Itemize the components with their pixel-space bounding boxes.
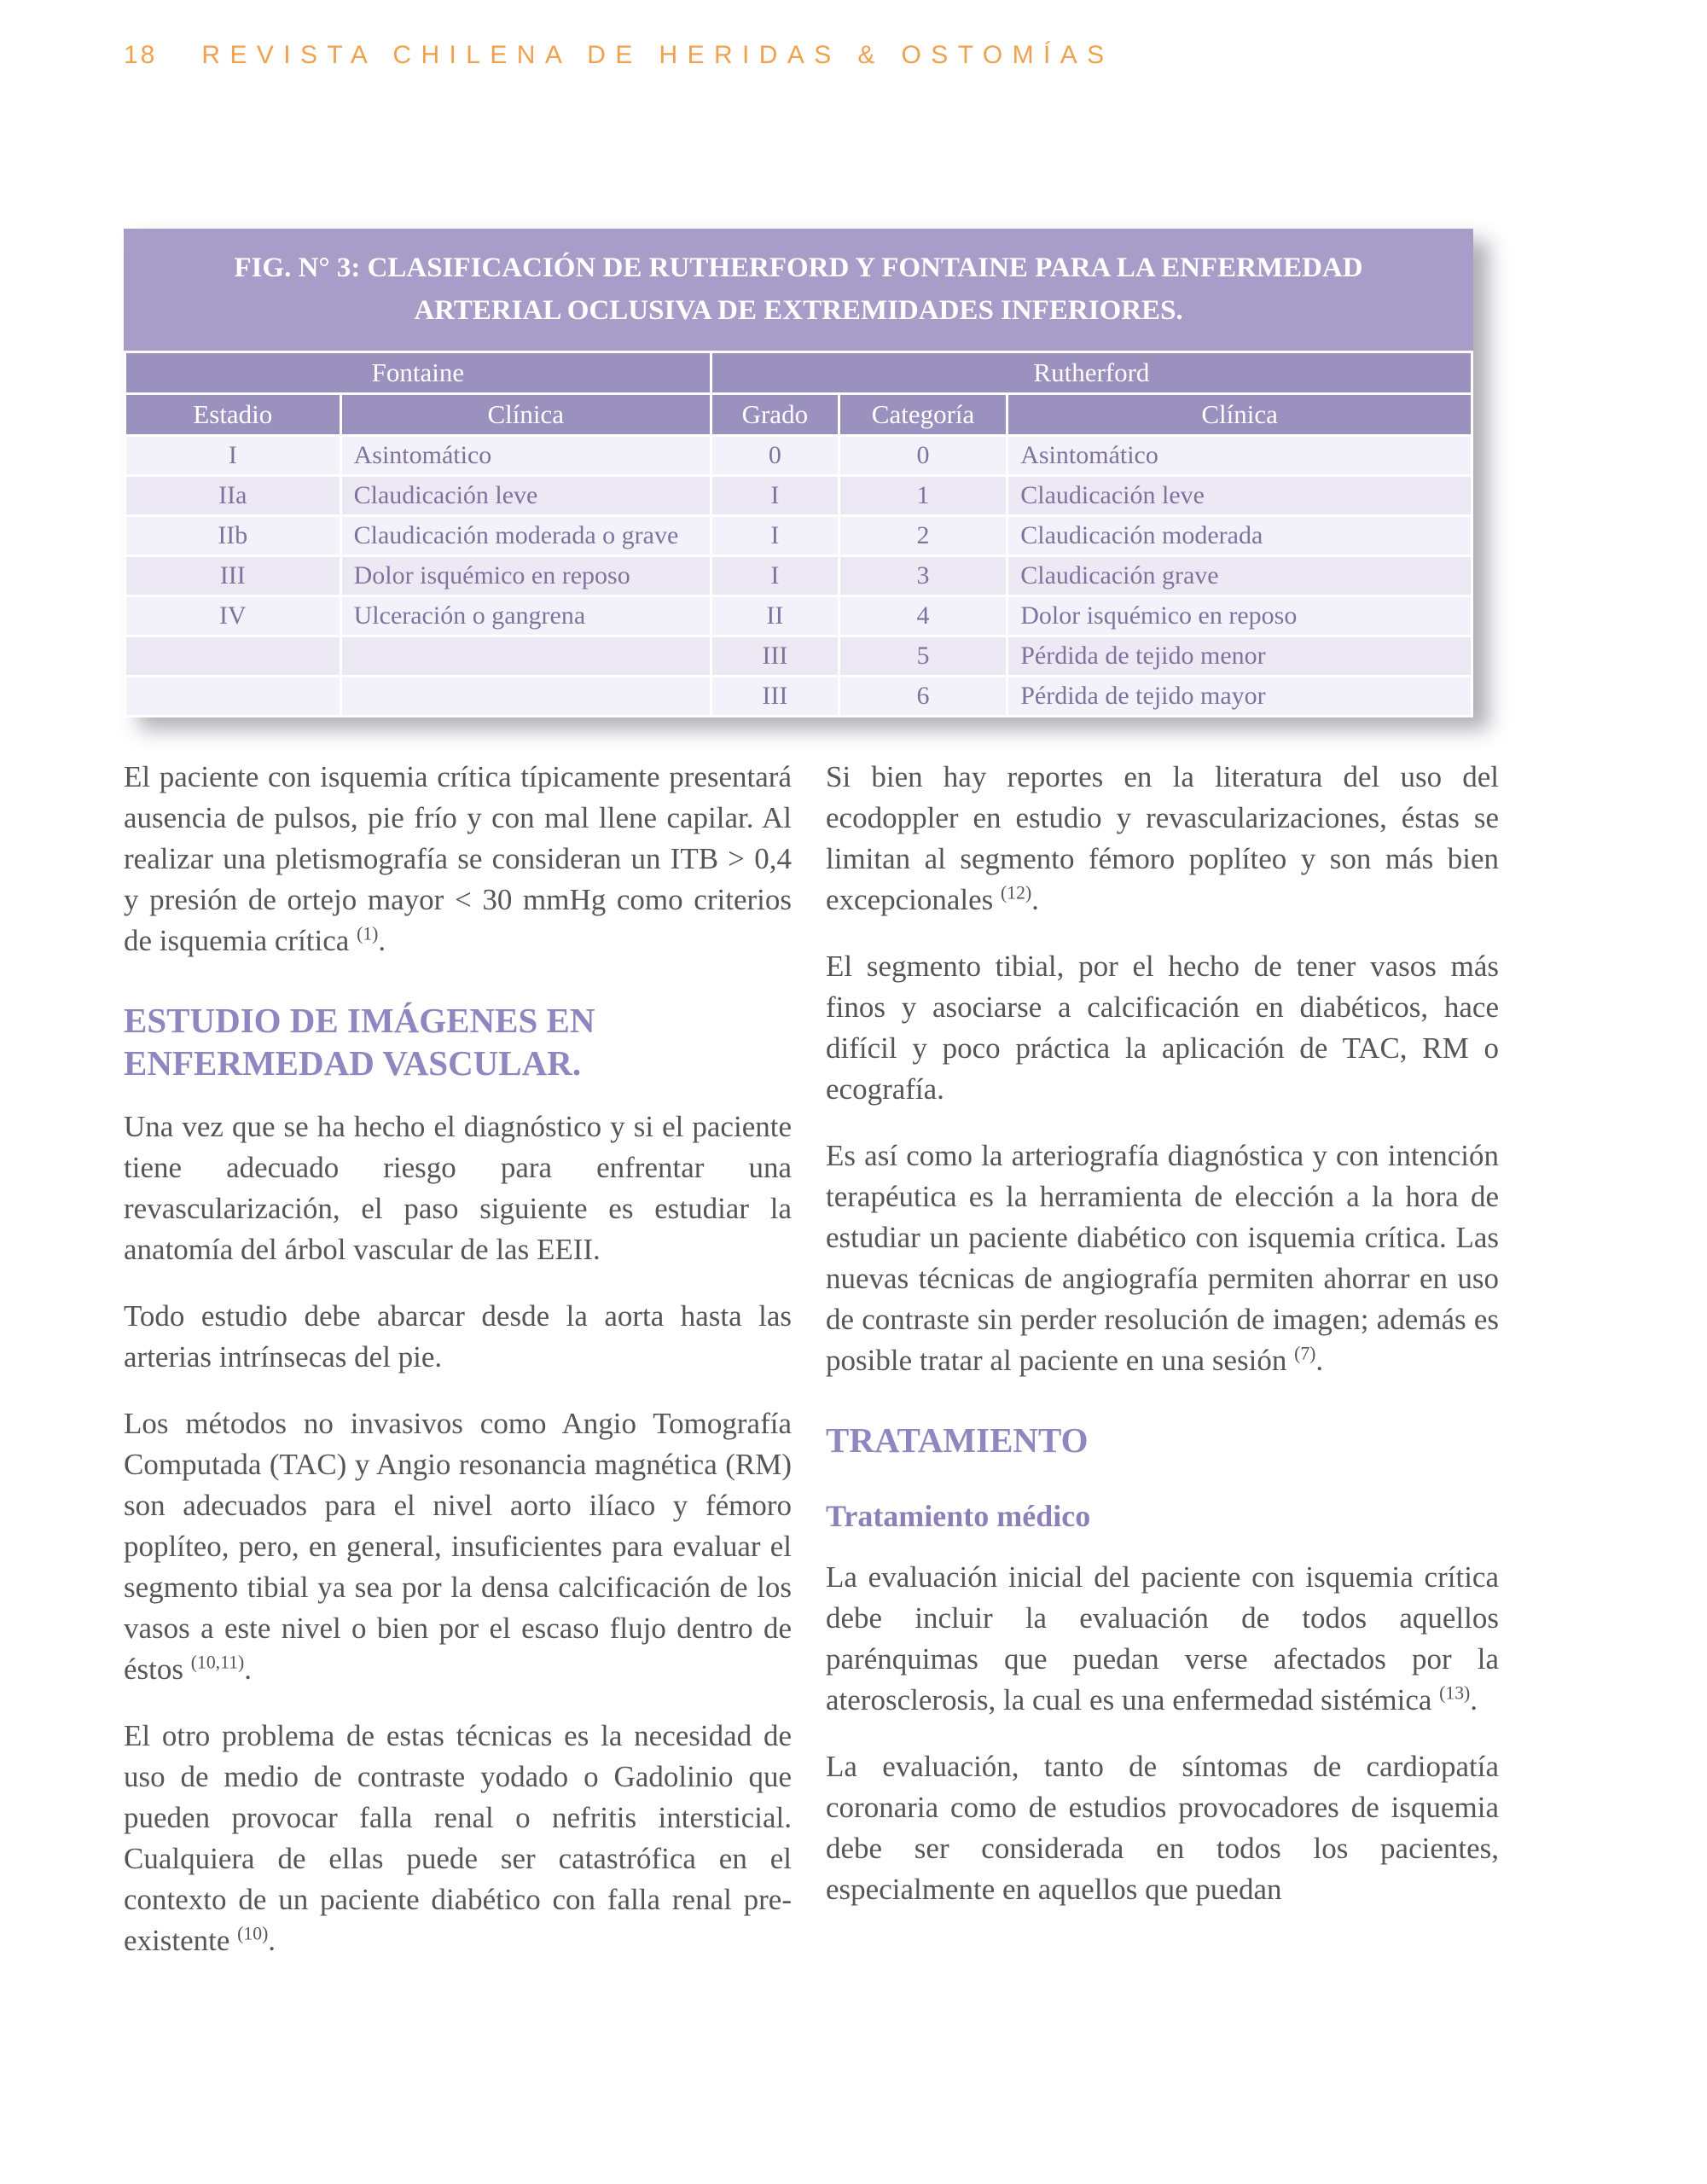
- table-column-header: Estadio: [125, 394, 341, 436]
- table-cell: Pérdida de tejido menor: [1007, 636, 1472, 677]
- table-cell: Claudicación moderada o grave: [340, 516, 711, 556]
- table-cell: Dolor isquémico en reposo: [1007, 596, 1472, 636]
- paragraph: El paciente con isquemia crítica típicamente presentará ausencia de pulsos, pie frío y con mal llene capilar. Al realizar una pletismografía se consideran un ITB > 0,4 y presión de ortejo mayor < 30 mmHg como criterios de isquemia crítica $^{(1)}$.: [124, 760, 792, 957]
- sub-heading: Tratamiento médico: [826, 1499, 1091, 1534]
- reference-superscript: (13): [1439, 1682, 1471, 1704]
- table-column-header: Clínica: [1007, 394, 1472, 436]
- paragraph: Todo estudio debe abarcar desde la aorta hasta las arterias intrínsecas del pie.: [124, 1299, 792, 1374]
- right-column: [826, 757, 1499, 1936]
- table-row: [125, 677, 1472, 717]
- table-row: [125, 476, 1472, 516]
- table-column-row: [125, 394, 1472, 436]
- table-cell: 0: [711, 436, 839, 476]
- table-cell: [125, 636, 341, 677]
- paragraph: El otro problema de estas técnicas es la necesidad de uso de medio de contraste yodado o Gadolinio que pueden provocar falla renal o nefritis intersticial. Cualquiera de ellas puede ser catastrófica en el contexto de un paciente diabético con falla renal pre-existente $^{(10)}$.: [124, 1719, 792, 1958]
- reference-superscript: (12): [1001, 882, 1032, 903]
- table-cell: [125, 677, 341, 717]
- table-row: [125, 436, 1472, 476]
- table-group-header: Fontaine: [125, 352, 711, 394]
- table-cell: Pérdida de tejido mayor: [1007, 677, 1472, 717]
- paragraph: La evaluación, tanto de síntomas de cardiopatía coronaria como de estudios provocadores de isquemia debe ser considerada en todos los pacientes, especialmente en aquellos que puedan: [826, 1750, 1499, 1907]
- figure-table: [124, 229, 1473, 717]
- table-cell: [340, 677, 711, 717]
- table-group-header: Rutherford: [711, 352, 1472, 394]
- paragraph: El segmento tibial, por el hecho de tener vasos más finos y asociarse a calcificación en diabéticos, hace difícil y poco práctica la aplicación de TAC, RM o ecografía.: [826, 950, 1499, 1106]
- table-cell: Claudicación leve: [340, 476, 711, 516]
- paragraph: Una vez que se ha hecho el diagnóstico y si el paciente tiene adecuado riesgo para enfrentar una revascularización, el paso siguiente es estudiar la anatomía del árbol vascular de las EEII.: [124, 1110, 792, 1267]
- table-group-row: [125, 352, 1472, 394]
- table-cell: 3: [839, 556, 1007, 596]
- table-cell: I: [711, 516, 839, 556]
- table-row: [125, 596, 1472, 636]
- table-row: [125, 556, 1472, 596]
- table-cell: 5: [839, 636, 1007, 677]
- reference-superscript: (10): [237, 1923, 269, 1944]
- article-body: [124, 757, 1499, 1987]
- reference-superscript: (1): [357, 923, 379, 944]
- table-cell: Asintomático: [340, 436, 711, 476]
- table-cell: Asintomático: [1007, 436, 1472, 476]
- classification-table: [124, 351, 1473, 717]
- table-cell: IV: [125, 596, 341, 636]
- table-body: [125, 436, 1472, 717]
- table-head: [125, 352, 1472, 436]
- table-column-header: Grado: [711, 394, 839, 436]
- page-header: [124, 41, 1707, 70]
- paragraph: Los métodos no invasivos como Angio Tomografía Computada (TAC) y Angio resonancia magnética (RM) son adecuados para el nivel aorto ilíaco y fémoro poplíteo, pero, en general, insuficientes para evaluar el segmento tibial ya sea por la densa calcificación de los vasos a este nivel o bien por el escaso flujo dentro de éstos $^{(10,11)}$.: [124, 1407, 792, 1687]
- journal-title: REVISTA CHILENA DE HERIDAS & OSTOMÍAS: [201, 41, 1114, 69]
- table-cell: 2: [839, 516, 1007, 556]
- table-column-header: Categoría: [839, 394, 1007, 436]
- table-cell: Claudicación grave: [1007, 556, 1472, 596]
- table-cell: IIb: [125, 516, 341, 556]
- table-cell: I: [711, 476, 839, 516]
- table-cell: 6: [839, 677, 1007, 717]
- section-heading: TRATAMIENTO: [826, 1420, 1089, 1460]
- left-column: [124, 757, 792, 1987]
- page-number: 18: [124, 41, 158, 69]
- table-cell: II: [711, 596, 839, 636]
- table-row: [125, 516, 1472, 556]
- table-cell: 4: [839, 596, 1007, 636]
- table-cell: Dolor isquémico en reposo: [340, 556, 711, 596]
- figure-title: FIG. N° 3: CLASIFICACIÓN DE RUTHERFORD Y FONTAINE PARA LA ENFERMEDAD ARTERIAL OCLUSIVA DE EXTREMIDADES INFERIORES.: [124, 229, 1473, 351]
- table-row: [125, 636, 1472, 677]
- table-cell: 0: [839, 436, 1007, 476]
- reference-superscript: (10,11): [190, 1652, 245, 1673]
- paragraph: La evaluación inicial del paciente con isquemia crítica debe incluir la evaluación de todos aquellos parénquimas que puedan verse afectados por la aterosclerosis, la cual es una enfermedad sistémica $^{(13)}$.: [826, 1560, 1499, 1717]
- table-cell: Claudicación leve: [1007, 476, 1472, 516]
- table-column-header: Clínica: [340, 394, 711, 436]
- table-cell: 1: [839, 476, 1007, 516]
- table-cell: I: [711, 556, 839, 596]
- paragraph: Si bien hay reportes en la literatura del uso del ecodoppler en estudio y revascularizaciones, éstas se limitan al segmento fémoro poplíteo y son más bien excepcionales $^{(12)}$.: [826, 760, 1499, 916]
- table-cell: III: [711, 636, 839, 677]
- table-cell: IIa: [125, 476, 341, 516]
- table-cell: [340, 636, 711, 677]
- table-cell: Ulceración o gangrena: [340, 596, 711, 636]
- table-cell: III: [711, 677, 839, 717]
- paragraph: Es así como la arteriografía diagnóstica y con intención terapéutica es la herramienta de elección a la hora de estudiar un paciente diabético con isquemia crítica. Las nuevas técnicas de angiografía permiten ahorrar en uso de contraste sin perder resolución de imagen; además es posible tratar al paciente en una sesión $^{(7)}$.: [826, 1139, 1499, 1377]
- table-cell: I: [125, 436, 341, 476]
- table-cell: III: [125, 556, 341, 596]
- table-cell: Claudicación moderada: [1007, 516, 1472, 556]
- section-heading: ESTUDIO DE IMÁGENES EN ENFERMEDAD VASCULAR.: [124, 1001, 595, 1083]
- reference-superscript: (7): [1294, 1343, 1316, 1364]
